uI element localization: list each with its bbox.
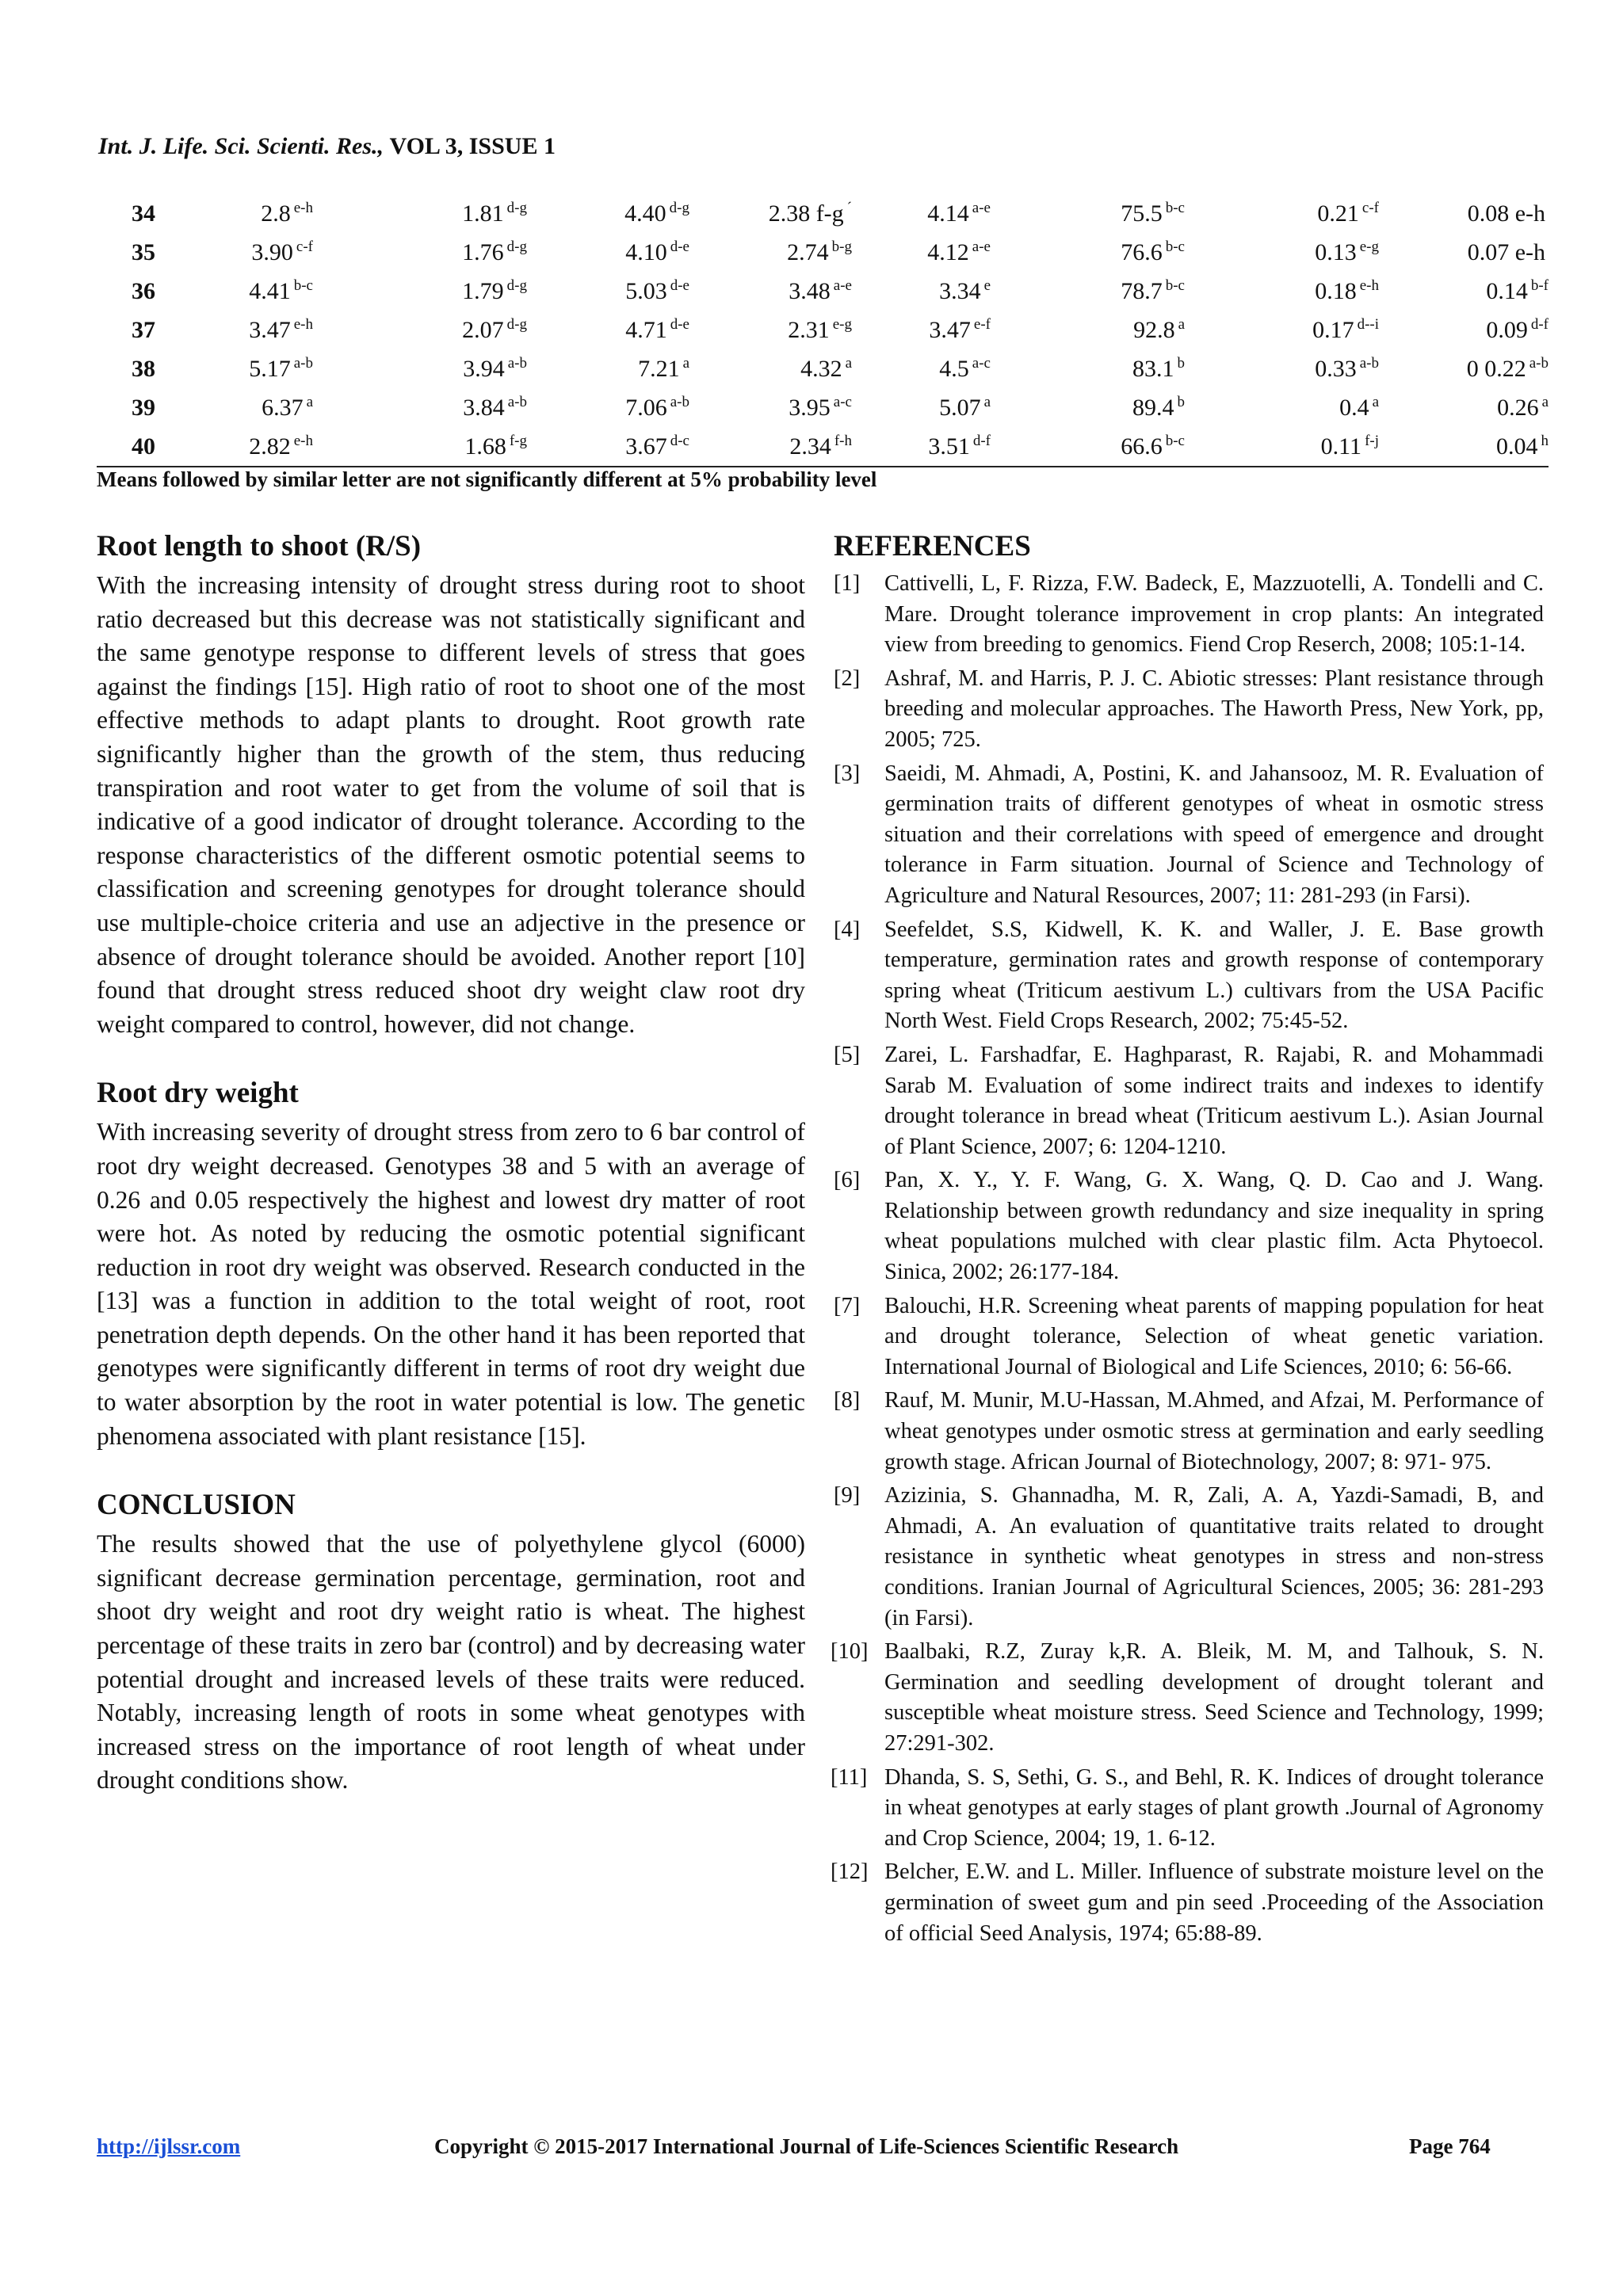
value-cell — [527, 388, 689, 427]
cell-value: 5.07 — [939, 394, 981, 421]
significance-letters: d-f — [1530, 315, 1549, 333]
cell-value: 0.11 — [1320, 433, 1362, 460]
reference-text: Cattivelli, L, F. Rizza, F.W. Badeck, E, Mazzuotelli, A. Tondelli and C. Mare. Drought tolerance improvement in crop plants: An integrated view from breeding to genomics. Fiend Crop Reserch, 2008; 105:1-14. — [884, 571, 1544, 658]
value-cell — [1379, 194, 1549, 233]
running-head — [98, 133, 556, 160]
significance-letters: e-h — [293, 432, 313, 449]
significance-letters: d-g — [669, 199, 689, 216]
cell-value: 3.48 — [789, 277, 831, 304]
cell-value: 66.6 — [1121, 433, 1163, 460]
section-heading-conclusion: CONCLUSION — [97, 1489, 296, 1522]
reference-text: Saeidi, M. Ahmadi, A, Postini, K. and Jahansooz, M. R. Evaluation of germination traits of different genotypes of wheat in osmotic stress situation and their correlations with speed of emergence and drought tolerance in Farm situation. Journal of Science and Technology of Agriculture and Natural Resources, 2007; 11: 281-293 (in Farsi). — [884, 761, 1544, 908]
significance-letters: a — [1372, 393, 1379, 410]
significance-letters: e-h — [293, 199, 313, 216]
cell-value: 0.33 — [1315, 355, 1357, 382]
significance-letters: d-g — [506, 199, 527, 216]
cell-value: 78.7 — [1121, 277, 1163, 304]
value-cell — [1379, 311, 1549, 349]
value-cell — [852, 388, 991, 427]
cell-value: 2.8 — [261, 200, 291, 227]
reference-text: Azizinia, S. Ghannadha, M. R, Zali, A. A, Yazdi-Samadi, B, and Ahmadi, A. An evaluation of quantitative traits related to drought resistance in synthetic wheat genotypes in stress and non-stress conditions. Iranian Journal of Agricultural Sciences, 2005; 36: 281-293 (in Farsi). — [884, 1483, 1544, 1630]
value-cell — [1379, 233, 1549, 272]
significance-letters: d-c — [670, 432, 689, 449]
section-heading-root-dry-weight: Root dry weight — [97, 1077, 299, 1110]
significance-letters: b-c — [293, 277, 313, 294]
value-cell — [527, 272, 689, 311]
cell-value: 4.71 — [625, 316, 667, 343]
value-cell — [313, 194, 527, 233]
reference-number: [5] — [834, 1042, 861, 1067]
section-text-conclusion: The results showed that the use of polyethylene glycol (6000) significant decrease germination percentage, germination, root and shoot dry weight and root dry weight ratio is wheat. The highest percentage of these traits in zero bar (control) and by decreasing water potential drought and increased levels of these traits were reduced. Notably, increasing length of roots in some wheat genotypes with increased stress on the importance of root length of wheat under drought conditions show. — [97, 1530, 805, 1794]
cell-value: 6.37 — [262, 394, 304, 421]
value-cell — [190, 311, 313, 349]
cell-value: 0.4 — [1339, 394, 1369, 421]
footer-website-link[interactable]: http://ijlssr.com — [97, 2134, 241, 2158]
significance-letters: b-c — [1165, 277, 1185, 294]
cell-value: 0 0.22 — [1466, 355, 1526, 382]
genotype-cell: 36 — [132, 277, 155, 304]
value-cell — [1185, 194, 1379, 233]
cell-value: 5.17 — [249, 355, 291, 382]
table-row — [97, 349, 1549, 388]
journal-name: Int. J. Life. Sci. Scienti. Res., — [98, 133, 384, 159]
reference-text: Dhanda, S. S, Sethi, G. S., and Behl, R. K. Indices of drought tolerance in wheat genotypes at early stages of plant growth .Journal of Agronomy and Crop Science, 2004; 19, 1. 6-12. — [884, 1764, 1544, 1851]
value-cell — [1185, 272, 1379, 311]
significance-letters: h — [1541, 432, 1549, 449]
reference-item — [834, 759, 1544, 912]
value-cell — [190, 388, 313, 427]
significance-letters: b-c — [1165, 432, 1185, 449]
section-heading-root-length: Root length to shoot (R/S) — [97, 530, 422, 563]
cell-value: 1.79 — [462, 277, 504, 304]
value-cell — [852, 427, 991, 467]
cell-value: 83.1 — [1132, 355, 1174, 382]
significance-letters: a-c — [972, 354, 991, 372]
value-cell — [991, 233, 1185, 272]
significance-letters: e-f — [973, 315, 991, 333]
value-cell — [689, 233, 852, 272]
significance-letters: d-e — [670, 238, 689, 255]
reference-item — [834, 664, 1544, 756]
cell-value: 3.94 — [463, 355, 505, 382]
value-cell — [1379, 349, 1549, 388]
cell-value: 3.47 — [249, 316, 291, 343]
significance-letters: c-f — [1361, 199, 1379, 216]
reference-text: Belcher, E.W. and L. Miller. Influence of substrate moisture level on the germination of sweet gum and pin seed .Proceeding of the Association of official Seed Analysis, 1974; 65:88-89. — [884, 1859, 1544, 1946]
left-column — [97, 529, 805, 1833]
footer-copyright: Copyright © 2015-2017 International Journal of Life-Sciences Scientific Research — [434, 2134, 1179, 2158]
cell-value: 4.41 — [249, 277, 291, 304]
section-heading-references: REFERENCES — [834, 530, 1031, 563]
cell-value: 2.38 f-g — [768, 200, 844, 227]
cell-value: 92.8 — [1133, 316, 1175, 343]
significance-letters: a — [1178, 315, 1185, 333]
genotype-cell: 39 — [132, 394, 155, 421]
significance-letters: a — [845, 354, 852, 372]
table-row — [97, 427, 1549, 467]
value-cell — [527, 427, 689, 467]
table-row — [97, 388, 1549, 427]
reference-text: Zarei, L. Farshadfar, E. Haghparast, R. Rajabi, R. and Mohammadi Sarab M. Evaluation of some indirect traits and indexes to identify drought tolerance in bread wheat (Triticum aestivum L.). Asian Journal of Plant Science, 2007; 6: 1204-1210. — [884, 1042, 1544, 1159]
reference-number: [10] — [831, 1639, 869, 1665]
cell-value: 0.04 — [1496, 433, 1538, 460]
reference-number: [4] — [834, 917, 861, 942]
value-cell — [527, 194, 689, 233]
value-cell — [1185, 388, 1379, 427]
reference-item — [834, 1040, 1544, 1162]
cell-value: 0.07 e-h — [1467, 238, 1545, 265]
cell-value: 7.21 — [638, 355, 680, 382]
section-text-root-dry-weight: With increasing severity of drought stress from zero to 6 bar control of root dry weight decreased. Genotypes 38 and 5 with an average of 0.26 and 0.05 respectively the highest and lowest dry matter of root were hot. As noted by reducing the osmotic potential significant reduction in root dry weight was observed. Research conducted in the [13] was a function in addition to the total weight of root, root penetration depth depends. On the other hand it has been reported that genotypes were significantly different in terms of root dry weight due to water absorption by the root in water potential is low. The genetic phenomena associated with plant resistance [15]. — [97, 1118, 805, 1450]
cell-value: 75.5 — [1121, 200, 1163, 227]
genotype-cell: 38 — [132, 355, 155, 382]
significance-letters: f-j — [1365, 432, 1379, 449]
reference-text: Ashraf, M. and Harris, P. J. C. Abiotic stresses: Plant resistance through breeding and molecular approaches. The Haworth Press, New York, pp, 2005; 725. — [884, 666, 1544, 752]
cell-value: 76.6 — [1121, 238, 1163, 265]
reference-item — [834, 569, 1544, 661]
cell-value: 89.4 — [1132, 394, 1174, 421]
value-cell — [689, 194, 852, 233]
significance-letters: f-h — [834, 432, 852, 449]
significance-letters: b-c — [1165, 238, 1185, 255]
value-cell — [991, 272, 1185, 311]
significance-letters: ´ — [846, 199, 852, 216]
table-row — [97, 194, 1549, 233]
cell-value: 4.5 — [939, 355, 969, 382]
cell-value: 4.10 — [625, 238, 667, 265]
significance-letters: d-e — [670, 277, 689, 294]
reference-item — [834, 1481, 1544, 1634]
reference-number: [7] — [834, 1293, 861, 1318]
value-cell — [527, 311, 689, 349]
value-cell — [190, 349, 313, 388]
value-cell — [527, 233, 689, 272]
significance-letters: b-g — [831, 238, 852, 255]
cell-value: 4.40 — [624, 200, 666, 227]
value-cell — [190, 427, 313, 467]
reference-item — [831, 1857, 1544, 1949]
significance-letters: a — [983, 393, 991, 410]
cell-value: 4.12 — [927, 238, 969, 265]
significance-letters: f-g — [509, 432, 527, 449]
cell-value: 0.17 — [1312, 316, 1354, 343]
table-row — [97, 233, 1549, 272]
cell-value: 0.21 — [1317, 200, 1359, 227]
value-cell — [991, 388, 1185, 427]
significance-letters: b — [1177, 393, 1185, 410]
cell-value: 0.14 — [1486, 277, 1528, 304]
significance-letters: d-g — [506, 277, 527, 294]
value-cell — [313, 388, 527, 427]
cell-value: 2.34 — [789, 433, 831, 460]
results-table — [97, 194, 1549, 467]
value-cell — [527, 349, 689, 388]
value-cell — [689, 349, 852, 388]
value-cell — [313, 311, 527, 349]
genotype-cell: 40 — [97, 427, 190, 467]
significance-letters: a-e — [972, 199, 991, 216]
significance-letters: d-g — [506, 238, 527, 255]
cell-value: 2.82 — [249, 433, 291, 460]
significance-letters: b-f — [1530, 277, 1549, 294]
cell-value: 3.47 — [929, 316, 971, 343]
significance-letters: d-g — [506, 315, 527, 333]
value-cell — [1185, 349, 1379, 388]
value-cell — [689, 272, 852, 311]
genotype-cell: 37 — [132, 316, 155, 343]
value-cell — [313, 427, 527, 467]
significance-letters: a-b — [293, 354, 313, 372]
reference-number: [3] — [834, 761, 861, 786]
significance-letters: a — [682, 354, 689, 372]
cell-value: 0.09 — [1486, 316, 1528, 343]
significance-letters: b — [1177, 354, 1185, 372]
significance-letters: e-h — [293, 315, 313, 333]
value-cell — [991, 311, 1185, 349]
reference-text: Balouchi, H.R. Screening wheat parents of mapping population for heat and drought tolerance, Selection of wheat genetic variation. International Journal of Biological and Life Sciences, 2010; 6: 56-66. — [884, 1293, 1544, 1379]
cell-value: 4.32 — [800, 355, 842, 382]
cell-value: 0.08 e-h — [1467, 200, 1545, 227]
significance-letters: e-g — [832, 315, 852, 333]
value-cell — [190, 233, 313, 272]
reference-text: Pan, X. Y., Y. F. Wang, G. X. Wang, Q. D. Cao and J. Wang. Relationship between growth redundancy and size inequality in spring wheat populations mulched with clear plastic film. Acta Phytoecol. Sinica, 2002; 26:177-184. — [884, 1168, 1544, 1285]
cell-value: 3.95 — [789, 394, 831, 421]
value-cell — [852, 349, 991, 388]
significance-letters: a — [306, 393, 313, 410]
significance-letters: e-h — [1359, 277, 1379, 294]
value-cell — [852, 233, 991, 272]
cell-value: 2.74 — [787, 238, 829, 265]
significance-letters: a-b — [1359, 354, 1379, 372]
reference-number: [8] — [834, 1388, 861, 1413]
cell-value: 3.84 — [463, 394, 505, 421]
significance-letters: c-f — [296, 238, 313, 255]
value-cell — [991, 194, 1185, 233]
cell-value: 1.68 — [464, 433, 506, 460]
significance-letters: d--i — [1357, 315, 1379, 333]
significance-letters: e — [983, 277, 991, 294]
reference-number: [2] — [834, 666, 861, 691]
value-cell — [689, 311, 852, 349]
cell-value: 3.34 — [939, 277, 981, 304]
cell-value: 0.13 — [1315, 238, 1357, 265]
significance-letters: b-c — [1165, 199, 1185, 216]
value-cell — [313, 349, 527, 388]
reference-item — [834, 1165, 1544, 1287]
reference-item — [834, 1386, 1544, 1478]
cell-value: 0.18 — [1315, 277, 1357, 304]
value-cell — [313, 272, 527, 311]
significance-letters: a-b — [1529, 354, 1549, 372]
reference-item — [831, 1637, 1544, 1759]
value-cell — [1379, 388, 1549, 427]
reference-number: [11] — [831, 1764, 868, 1790]
genotype-cell: 34 — [132, 200, 155, 227]
cell-value: 3.67 — [625, 433, 667, 460]
cell-value: 4.14 — [927, 200, 969, 227]
right-column — [831, 529, 1544, 1952]
cell-value: 5.03 — [625, 277, 667, 304]
significance-letters: a-c — [833, 393, 852, 410]
cell-value: 2.07 — [462, 316, 504, 343]
reference-number: [12] — [831, 1859, 869, 1885]
significance-letters: a-e — [833, 277, 852, 294]
reference-text: Rauf, M. Munir, M.U-Hassan, M.Ahmed, and Afzai, M. Performance of wheat genotypes under osmotic stress at germination and early seedling growth stage. African Journal of Biotechnology, 2007; 8: 971- 975. — [884, 1388, 1544, 1474]
value-cell — [991, 349, 1185, 388]
footer-page-number: Page 764 — [1409, 2134, 1491, 2158]
value-cell — [190, 272, 313, 311]
reference-number: [6] — [834, 1168, 861, 1193]
value-cell — [689, 388, 852, 427]
value-cell — [852, 272, 991, 311]
cell-value: 1.76 — [462, 238, 504, 265]
reference-number: [9] — [834, 1483, 861, 1508]
table-row — [97, 311, 1549, 349]
significance-letters: e-g — [1359, 238, 1379, 255]
reference-number: [1] — [834, 571, 861, 596]
section-text-root-length: With the increasing intensity of drought stress during root to shoot ratio decreased but this decrease was not statistically significant and the same genotype response to different levels of stress that goes against the findings [15]. High ratio of root to shoot one of the most effective methods to adapt plants to drought. Root growth rate significantly higher than the growth of the stem, thus reducing transpiration and root water to get from the volume of soil that is indicative of a good indicator of drought tolerance. According to the response characteristics of the different osmotic potential seems to classification and screening genotypes for drought tolerance should use multiple-choice criteria and use an adjective in the presence or absence of drought tolerance should be avoided. Another report [10] found that drought stress reduced shoot dry weight claw root dry weight compared to control, however, did not change. — [97, 571, 805, 1038]
table-row — [97, 272, 1549, 311]
cell-value: 0.26 — [1497, 394, 1539, 421]
value-cell — [1185, 427, 1379, 467]
cell-value: 7.06 — [625, 394, 667, 421]
value-cell — [190, 194, 313, 233]
reference-item — [834, 1291, 1544, 1383]
value-cell — [852, 194, 991, 233]
significance-letters: a-b — [507, 354, 527, 372]
cell-value: 2.31 — [788, 316, 830, 343]
significance-letters: a-e — [972, 238, 991, 255]
value-cell — [313, 233, 527, 272]
journal-volume: VOL 3, ISSUE 1 — [389, 133, 556, 159]
value-cell — [1185, 233, 1379, 272]
value-cell — [1379, 427, 1549, 467]
cell-value: 1.81 — [462, 200, 504, 227]
significance-letters: d-f — [972, 432, 991, 449]
significance-letters: d-e — [670, 315, 689, 333]
reference-text: Baalbaki, R.Z, Zuray k,R. A. Bleik, M. M, and Talhouk, S. N. Germination and seedling development of drought tolerant and susceptible wheat moisture stress. Seed Science and Technology, 1999; 27:291-302. — [884, 1639, 1544, 1756]
reference-text: Seefeldet, S.S, Kidwell, K. K. and Waller, J. E. Base growth temperature, germination rates and growth response of contemporary spring wheat (Triticum aestivum L.) cultivars from the USA Pacific North West. Field Crops Research, 2002; 75:45-52. — [884, 917, 1544, 1034]
table-footnote: Means followed by similar letter are not significantly different at 5% probability level — [97, 467, 877, 491]
significance-letters: a-b — [507, 393, 527, 410]
reference-item — [834, 915, 1544, 1037]
reference-item — [831, 1763, 1544, 1855]
value-cell — [1185, 311, 1379, 349]
results-table-body — [97, 194, 1549, 467]
value-cell — [852, 311, 991, 349]
value-cell — [1379, 272, 1549, 311]
value-cell — [991, 427, 1185, 467]
reference-list — [831, 569, 1544, 1949]
value-cell — [689, 427, 852, 467]
cell-value: 3.51 — [928, 433, 970, 460]
significance-letters: a — [1541, 393, 1549, 410]
genotype-cell: 35 — [132, 238, 155, 265]
significance-letters: a-b — [670, 393, 689, 410]
cell-value: 3.90 — [251, 238, 293, 265]
